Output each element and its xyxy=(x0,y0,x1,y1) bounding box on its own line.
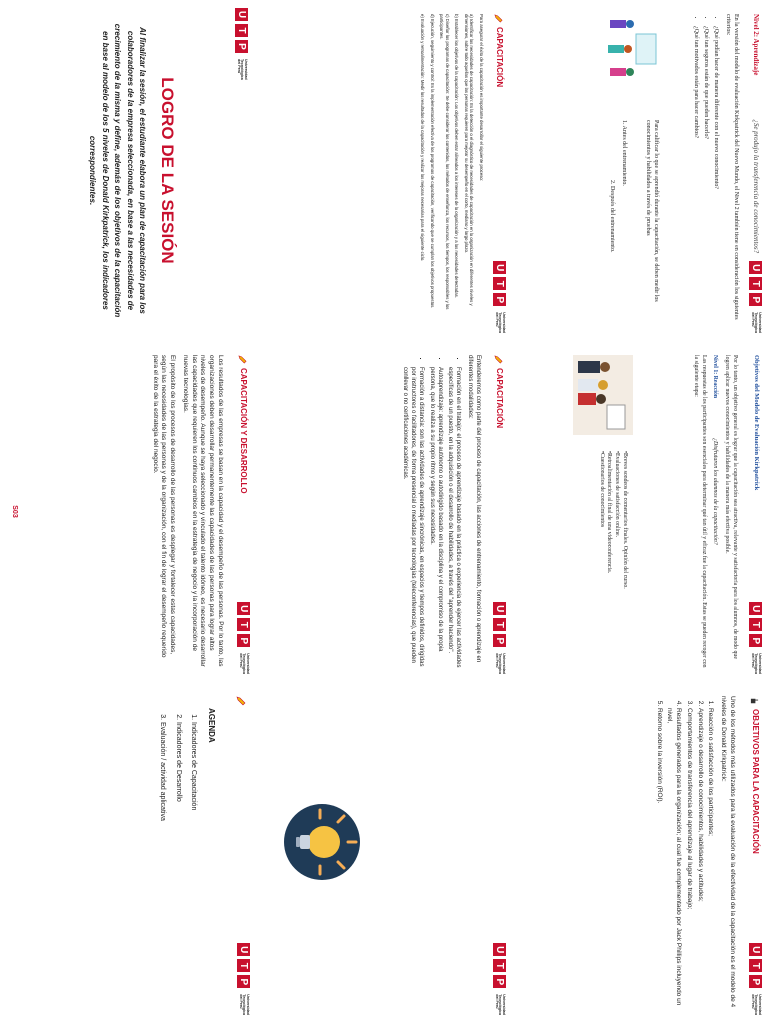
slide-page xyxy=(512,0,768,341)
logo-letter: U xyxy=(237,602,250,615)
university-name: Universidad Tecnológica del Perú xyxy=(494,312,507,333)
kirk-level xyxy=(711,355,719,668)
logo-letter: P xyxy=(749,293,762,306)
slide-page xyxy=(512,341,768,682)
modalities-intro: Entenderemos como parte del proceso de capacitación, las acciones de entrenamiento, formación o aprendizaje en diferentes modalidades: xyxy=(466,355,481,663)
level-question: ¿Se produjo la transferencia de conocimientos? xyxy=(752,119,760,254)
logo-letter: U xyxy=(493,602,506,615)
slide-agenda xyxy=(0,682,256,1023)
utp-logo xyxy=(237,602,250,674)
logo-letter: P xyxy=(237,634,250,647)
hand-pointer-icon xyxy=(750,696,759,705)
university-name: Universidad Tecnológica del Perú xyxy=(494,653,507,674)
slide-page xyxy=(0,0,256,341)
section-heading: CAPACITACIÓN xyxy=(495,368,504,429)
logo-letter: P xyxy=(749,975,762,988)
section-heading: Objetivos del Modelo de Evaluación Kirkpatrick xyxy=(753,355,760,491)
logo-letter: T xyxy=(237,618,250,631)
kirk-list-item: •Breves sondeos de comentarios finales. Opinión del curso. xyxy=(622,451,628,589)
university-name: Universidad Tecnológica del Perú xyxy=(494,994,507,1015)
logo-letter: U xyxy=(749,261,762,274)
utp-logo xyxy=(749,261,762,333)
logo-letter: T xyxy=(493,277,506,290)
slide-kirkpatrick-objectives xyxy=(512,341,768,682)
process-item: d) Ejecución, seguimiento y control: Es la implementación efectiva de los programas de capacitación, verificando que se cumplan los objetivos propuestos. xyxy=(429,14,435,309)
objectives-intro: Uno de los métodos más utilizados para la evaluación de la efectividad de la capacitación es el modelo de 4 niveles de Donald Kirkpatrick: xyxy=(720,696,736,1008)
evaluation-option: 1. Antes del entrenamiento. xyxy=(620,120,627,186)
process-body xyxy=(415,14,484,327)
level-question-item: • ¿Qué tan motivados están para hacer cambios? xyxy=(692,26,700,327)
agenda-item: 1. Indicadores de Capacitación xyxy=(189,722,198,821)
logo-letter: U xyxy=(493,943,506,956)
objective-item: 1. Reacción o satisfacción de los participantes; xyxy=(706,708,715,1009)
university-name: Universidad Tecnológica del Perú xyxy=(750,312,763,333)
section-title xyxy=(237,355,248,494)
slide-page xyxy=(0,682,256,1023)
section-title xyxy=(493,14,504,87)
lightbulb-icon xyxy=(282,802,362,882)
process-item: a) Identificar las necesidades de capacitación: Es la detección o el diagnóstico de necesidades de capacitación en la organización en diferentes niveles y dimensiones, sobre todo aquellas que las personas requieren para mejorar su desempeño en el corto, mediano y largo plazo. xyxy=(463,14,475,306)
logo-letter: P xyxy=(235,40,248,53)
modality-item: ▪ Autoaprendizaje: aprendizaje autónomo o autodirigido basado en la disciplina y el compromiso de la propia persona, que lo realiza a su propio ritmo y según sus necesidades. xyxy=(427,367,443,668)
process-intro: Para asegurar el éxito de la capacitación es importante desarrollar el siguiente proceso: xyxy=(479,14,484,181)
logo-letter: T xyxy=(235,24,248,37)
objective-item: 5. Retorno sobre la inversión (ROI). xyxy=(654,708,663,1009)
process-item: e) Evaluación y retroalimentación: Medir los resultados de la capacitación y realizar las mejoras necesarias para el siguiente ciclo. xyxy=(419,14,425,262)
kirk-paragraph: Por lo tanto, un objetivo general es lograr que la capacitación sea atractiva, relevante y satisfactoria para los alumnos, de modo que logren aplicar nuevos conocimientos y habilidades de la manera más efectiva posible. xyxy=(724,355,738,659)
modality-item: ▪ Formación a distancia: son las actividades de aprendizaje sincrónicas, en espacios y tiempos definidos, dirigidas por instructores o facilitadores, de forma presencial o mediadas por tecnologías (teleconferencias), que pueden conllevar o no certificaciones académicas. xyxy=(401,367,425,668)
university-name: Universidad Tecnológica del Perú xyxy=(238,653,251,674)
logo-letter: T xyxy=(237,959,250,972)
session-code: S03 xyxy=(11,505,19,518)
process-item: c) Diseñar los programas de capacitación: Se debe considerar los contenidos, los métodos de enseñanza, los recursos, los tiempos, los responsables y los participantes. xyxy=(439,14,450,310)
logo-letter: T xyxy=(493,618,506,631)
level-question-item: • ¿Qué podían hacer de manera diferente con el nuevo conocimiento? xyxy=(712,26,720,327)
logo-letter: P xyxy=(493,293,506,306)
logo-letter: T xyxy=(493,959,506,972)
pencil-icon xyxy=(494,14,503,23)
section-title xyxy=(751,14,760,253)
utp-logo xyxy=(235,8,248,80)
section-title xyxy=(493,355,504,428)
agenda-title: AGENDA xyxy=(207,708,216,743)
slide-page xyxy=(256,341,512,682)
university-name: Universidad Tecnológica del Perú xyxy=(238,994,251,1015)
kirk-level-question: ¿Disfrutaron los alumnos de la capacitación? xyxy=(712,438,719,545)
university-name: Universidad Tecnológica del Perú xyxy=(750,994,763,1015)
logo-letter: P xyxy=(493,634,506,647)
dev-body xyxy=(146,355,224,668)
kirk-list-item: •Retroalimentación al final de una videoconferencia. xyxy=(606,451,613,574)
slide-page xyxy=(512,682,768,1023)
team-illustration xyxy=(600,14,660,84)
session-title: LOGRO DE LA SESIÓN xyxy=(158,77,177,264)
utp-logo xyxy=(493,943,506,1015)
kirk-list-item: •Evaluaciones de satisfacción online. xyxy=(614,451,621,538)
process-item: b) Establecer los objetivos de la capacitación: Los objetivos deben estar alineados a los intereses de la organización y a las necesidades detectadas. xyxy=(454,14,460,299)
slide-capacitacion-proceso xyxy=(256,0,512,341)
utp-logo xyxy=(749,602,762,674)
slide-capacitacion-desarrollo xyxy=(0,341,256,682)
training-photo xyxy=(573,355,633,435)
level-body xyxy=(690,14,740,327)
section-heading: OBJETIVOS PARA LA CAPACITACIÓN xyxy=(751,709,760,854)
pencil-icon xyxy=(494,355,503,364)
logo-letter: T xyxy=(749,959,762,972)
logo-letter: T xyxy=(749,277,762,290)
section-title xyxy=(749,696,760,854)
objective-item: 2. Aprendizaje o desarrollo de conocimientos, habilidades y actitudes; xyxy=(695,708,704,1009)
evaluation-text: Para calificar lo que se aprendió durante la capacitación, se deben medir los conocimientos y habilidades a través de pruebas xyxy=(644,120,659,302)
team-illustration-svg xyxy=(600,14,660,84)
slide-page xyxy=(256,0,512,341)
evaluation-note xyxy=(604,120,660,327)
modalities-body xyxy=(399,355,482,668)
kirk-list xyxy=(597,451,628,668)
section-heading: CAPACITACIÓN xyxy=(495,27,504,88)
level-questions xyxy=(692,14,720,327)
kirk-body xyxy=(687,355,738,668)
utp-logo xyxy=(749,943,762,1015)
level-intro: En la versión del modelo de evaluación Kirkpatrick del Nuevo Mundo, el Nivel 2 también tiene en consideración los siguientes criterios: xyxy=(724,14,739,320)
training-photo-svg xyxy=(573,355,633,435)
logo-letter: U xyxy=(493,261,506,274)
agenda-list xyxy=(152,708,198,821)
utp-logo xyxy=(237,943,250,1015)
logo-area xyxy=(216,0,256,341)
kirk-list-item: •Cuestionarios de conocimientos xyxy=(598,451,605,528)
logo-letter: P xyxy=(749,634,762,647)
logo-letter: U xyxy=(749,602,762,615)
slide-bulb xyxy=(256,682,512,1023)
objectives-list xyxy=(654,696,715,1009)
agenda-item: 3. Evaluación / actividad aplicativa xyxy=(158,722,167,821)
section-heading: CAPACITACIÓN Y DESARROLLO xyxy=(239,368,248,494)
university-name: Universidad Tecnológica del Perú xyxy=(236,59,249,80)
slide-logro xyxy=(0,0,256,341)
pencil-mark xyxy=(232,696,246,706)
agenda-item: 2. Indicadores de Desarrollo xyxy=(173,722,182,821)
utp-logo xyxy=(493,261,506,333)
modalities-list xyxy=(401,355,462,668)
slide-objetivos xyxy=(512,682,768,1023)
section-heading: Nivel 2: Aprendizaje xyxy=(752,14,760,76)
logo-letter: T xyxy=(749,618,762,631)
kirk-level-label: Nivel 1: Reacción xyxy=(712,355,719,399)
dev-paragraph: Los resultados de las empresas se basan en la capacidad y el desempeño de las personas. Por lo tanto, las organizaciones deben desarrollar permanentemente las capacidades de las personas para lograr altos niveles de desempeño. Aunque se haya seleccionado y vinculado el talento idóneo, es necesario desarrollar las capacidades que requieren los continuos cambios en la estrategia de negocio y la incorporación de nuevas tecnologías. xyxy=(181,355,224,667)
logo-letter: U xyxy=(749,943,762,956)
pencil-icon xyxy=(238,355,247,364)
slide-page xyxy=(0,341,256,682)
kirk-paragraph: Las respuestas de los participantes son esenciales para determinar qué tan útil y eficaz fue la capacitación. Estas se pueden recoger con la siguiente etapa: xyxy=(692,355,707,668)
modality-item: ▪ Formación en el trabajo: el proceso de aprendizaje basado en la práctica o experiencia de ejercer las actividades específicas de un puesto, en la adquisición o el desarrollo de habilidades, a través del "aprender haciendo". xyxy=(446,367,462,668)
logo-letter: P xyxy=(493,975,506,988)
logo-letter: P xyxy=(237,975,250,988)
level-question-item: • ¿Qué tan seguros están de que pueden hacerlo? xyxy=(702,26,710,327)
session-objective: Al finalizar la sesión, el estudiante elabora un plan de capacitación para los colaboradores de la empresa seleccionada, en base a las necesidades de crecimiento de la misma y define, además de los objetivos de la capacitación en base al modelo de los 5 niveles de Donald Kirkpatrick, los indicadores correspondientes. xyxy=(88,23,147,318)
logo-letter: U xyxy=(235,8,248,21)
objective-item: 3. Comportamientos de transferencia del aprendizaje al lugar de trabajo; xyxy=(684,708,693,1009)
objective-item: 4. Resultados generados para la organización; al cual fue complementado por Jack Phillips incluyendo un nivel, xyxy=(665,708,683,1009)
pencil-icon xyxy=(236,696,246,706)
slide-nivel-2 xyxy=(512,0,768,341)
dev-paragraph: El propósito de los procesos de desarrollo de las personas es desplegar y fortalecer estas capacidades, según las necesidades de las personas y de la organización, con el fin de lograr el desempeño requerido para el éxito de la estrategia del negocio. xyxy=(151,355,177,658)
university-name: Universidad Tecnológica del Perú xyxy=(750,653,763,674)
utp-logo xyxy=(493,602,506,674)
logo-letter: U xyxy=(237,943,250,956)
slide-page xyxy=(256,682,512,1023)
objectives-body xyxy=(652,696,736,1009)
evaluation-option: 2. Después del entrenamiento. xyxy=(608,180,615,253)
slide-capacitacion-modalidades xyxy=(256,341,512,682)
